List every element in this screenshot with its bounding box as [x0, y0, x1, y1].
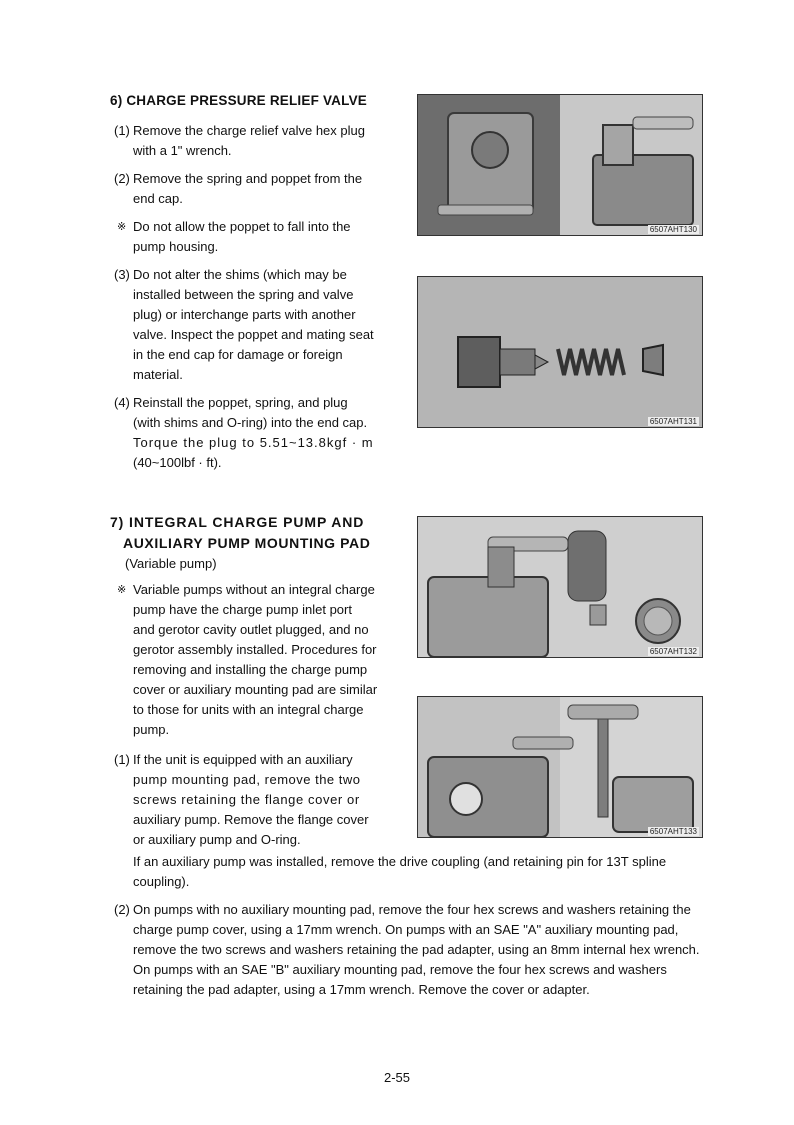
text-line: end cap.: [133, 191, 183, 206]
text-line: to those for units with an integral charge: [133, 702, 364, 717]
step-number: (2): [114, 902, 130, 917]
step-number: (4): [114, 395, 130, 410]
text-line: coupling).: [133, 874, 190, 889]
text-line: screws retaining the flange cover or: [133, 792, 360, 807]
text-line: Remove the spring and poppet from the: [133, 171, 363, 186]
section-6-step-1: [114, 121, 384, 161]
section-7-step-2: [114, 900, 704, 1000]
photo-poppet-spring-plug: [417, 276, 703, 428]
note-mark: ※: [117, 584, 127, 596]
section-7-title-line-1: 7) INTEGRAL CHARGE PUMP AND: [110, 514, 365, 530]
text-line: removing and installing the charge pump: [133, 662, 368, 677]
text-line: valve. Inspect the poppet and mating seat: [133, 327, 374, 342]
text-line: Torque the plug to 5.51~13.8kgf · m: [133, 435, 374, 450]
text-line: Remove the charge relief valve hex plug: [133, 123, 365, 138]
text-line: with a 1" wrench.: [133, 143, 232, 158]
text-line: Do not allow the poppet to fall into the: [133, 219, 351, 234]
section-6-step-4: [114, 393, 384, 473]
section-6-title: 6) CHARGE PRESSURE RELIEF VALVE: [110, 93, 367, 108]
text-line: pump.: [133, 722, 170, 737]
text-line: material.: [133, 367, 183, 382]
mounting-pad-illustration: [418, 697, 702, 837]
photo-caption: 6507AHT130: [649, 225, 697, 234]
photo-relief-valve-removal: [417, 94, 703, 236]
text-line: retaining the pad adapter, using a 17mm wrench. Remove the cover or adapter.: [133, 982, 590, 997]
text-line: installed between the spring and valve: [133, 287, 354, 302]
photo-caption: 6507AHT131: [649, 417, 697, 426]
text-line: and gerotor cavity outlet plugged, and no: [133, 622, 369, 637]
photo-auxiliary-mounting-pad: [417, 696, 703, 838]
pump-wrench-illustration: [418, 95, 702, 235]
text-line: If the unit is equipped with an auxiliary: [133, 752, 353, 767]
text-line: Do not alter the shims (which may be: [133, 267, 347, 282]
text-line: On pumps with no auxiliary mounting pad, remove the four hex screws and washers retaining the: [133, 902, 691, 917]
text-line: Variable pumps without an integral charge: [133, 582, 375, 597]
text-line: auxiliary pump. Remove the flange cover: [133, 812, 369, 827]
text-line: (40~100lbf · ft).: [133, 455, 222, 470]
section-7-step-1-continued: [133, 852, 703, 892]
section-7-subtitle: (Variable pump): [125, 556, 217, 571]
text-line: or auxiliary pump and O-ring.: [133, 832, 301, 847]
text-line: pump housing.: [133, 239, 219, 254]
photo-caption: 6507AHT132: [649, 647, 697, 656]
text-line: remove the two screws and washers retaining the pad adapter, using an 8mm internal hex wrench.: [133, 942, 700, 957]
text-line: On pumps with an SAE "B" auxiliary mounting pad, remove the four hex screws and washers: [133, 962, 667, 977]
step-number: (1): [114, 123, 130, 138]
section-6-note: [114, 217, 384, 257]
text-line: Reinstall the poppet, spring, and plug: [133, 395, 348, 410]
step-number: (3): [114, 267, 130, 282]
photo-caption: 6507AHT133: [649, 827, 697, 836]
text-line: charge pump cover, using a 17mm wrench. On pumps with an SAE "A" auxiliary mounting pad,: [133, 922, 679, 937]
section-7-note: [114, 580, 384, 740]
photo-charge-pump-cover: [417, 516, 703, 658]
text-line: pump have the charge pump inlet port: [133, 602, 352, 617]
charge-pump-illustration: [418, 517, 702, 657]
text-line: gerotor assembly installed. Procedures for: [133, 642, 377, 657]
parts-illustration: [418, 277, 702, 427]
section-6-step-3: [114, 265, 384, 385]
section-6-step-2: [114, 169, 384, 209]
text-line: (with shims and O-ring) into the end cap.: [133, 415, 368, 430]
text-line: pump mounting pad, remove the two: [133, 772, 361, 787]
page-number: 2-55: [383, 1070, 411, 1085]
step-number: (2): [114, 171, 130, 186]
note-mark: ※: [117, 221, 127, 233]
section-7-step-1: [114, 750, 384, 850]
text-line: cover or auxiliary mounting pad are similar: [133, 682, 378, 697]
step-number: (1): [114, 752, 130, 767]
text-line: in the end cap for damage or foreign: [133, 347, 343, 362]
text-line: If an auxiliary pump was installed, remove the drive coupling (and retaining pin for 13T spline: [133, 854, 667, 869]
section-7-title-line-2: AUXILIARY PUMP MOUNTING PAD: [123, 535, 371, 551]
text-line: plug) or interchange parts with another: [133, 307, 356, 322]
